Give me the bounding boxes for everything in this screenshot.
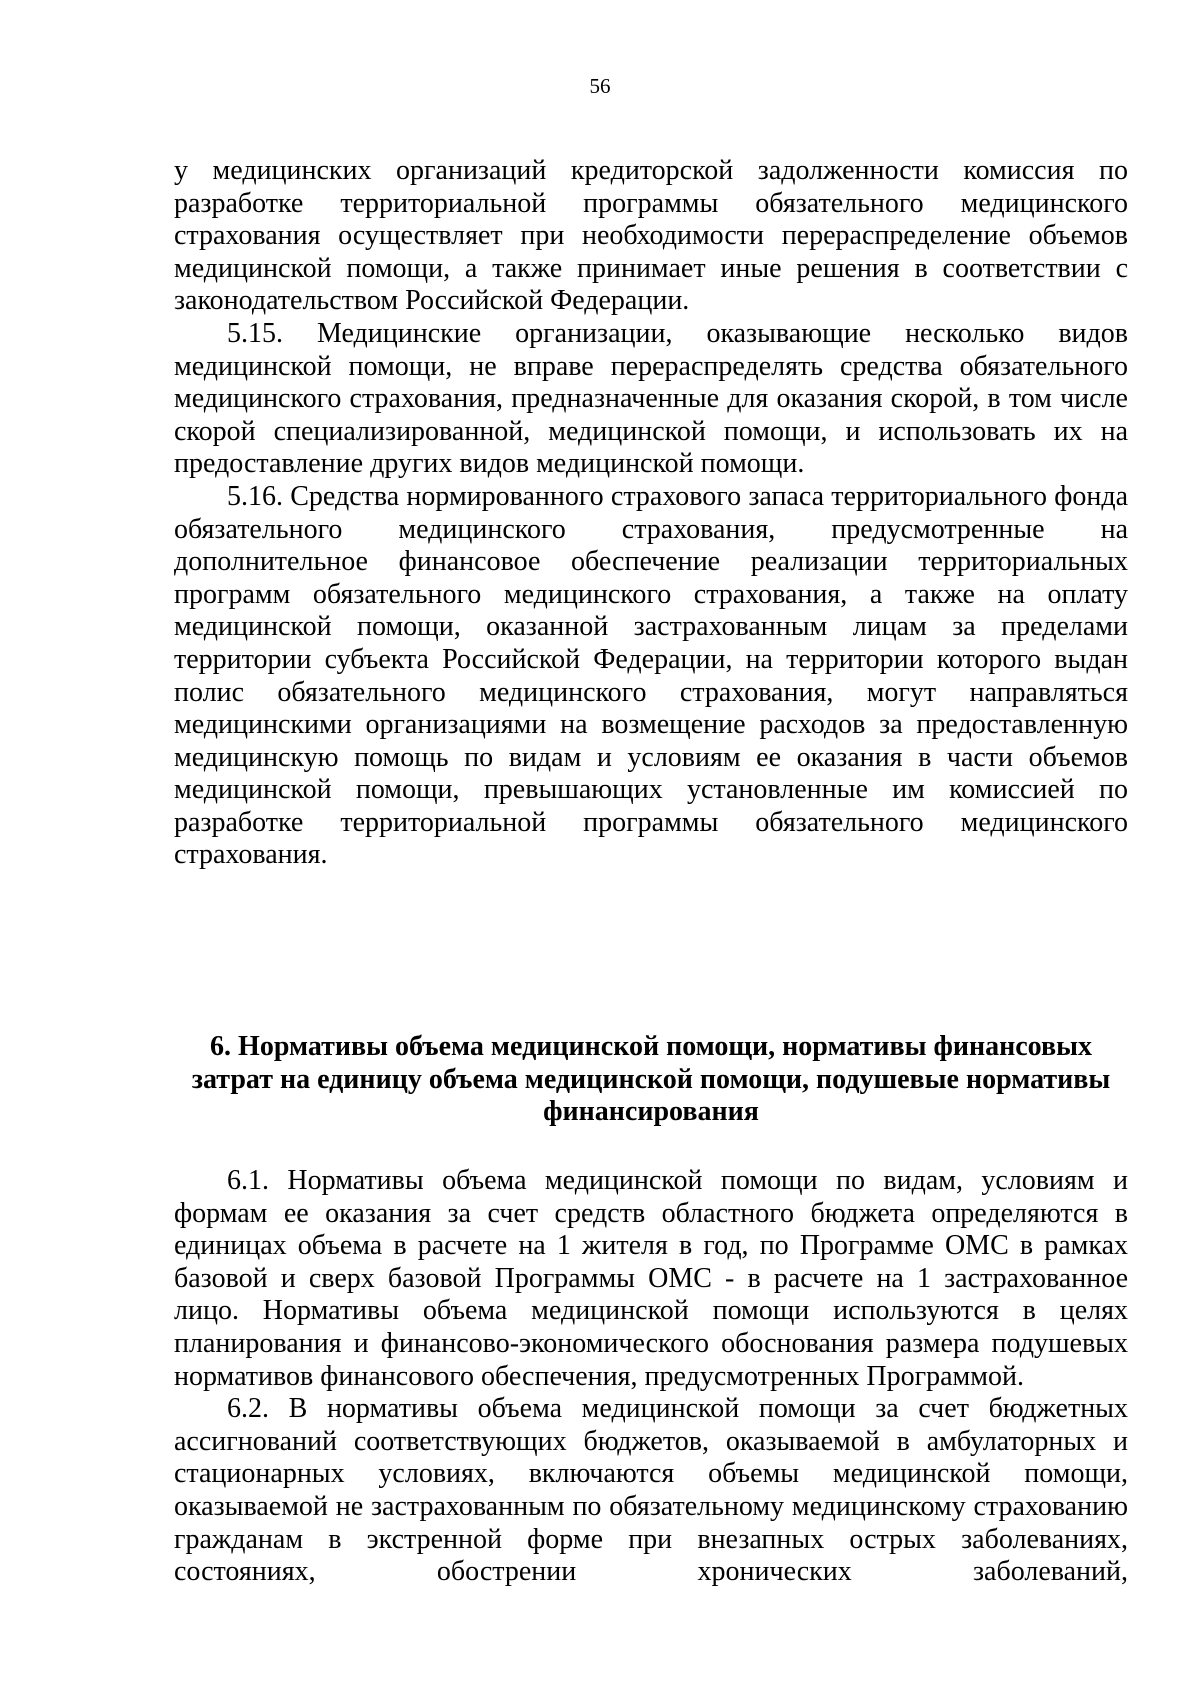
page-number: 56 (589, 74, 611, 98)
text-block-section-6 (174, 1165, 1128, 1589)
paragraph-clause-5-16: 5.16. Средства нормированного страхового запаса территориального фонда обязательного медицинского страхования, предусмотренные на дополнительное финансовое обеспечение реализации территориальных программ обязательного медицинского страхования, а также на оплату медицинской помощи, оказанной застрахованным лицам за пределами территории субъекта Российской Федерации, на территории которого выдан полис обязательного медицинского страхования, могут направляться медицинскими организациями на возмещение расходов за предоставленную медицинскую помощь по видам и условиям ее оказания в части объемов медицинской помощи, превышающих установленные им комиссией по разработке территориальной программы обязательного медицинского страхования. (174, 480, 1128, 871)
paragraph-clause-6-1: 6.1. Нормативы объема медицинской помощи по видам, условиям и формам ее оказания за счет средств областного бюджета определяются в единицах объема в расчете на 1 жителя в год, по Программе ОМС в рамках базовой и сверх базовой Программы ОМС - в расчете на 1 застрахованное лицо. Нормативы объема медицинской помощи используются в целях планирования и финансово-экономического обоснования размера подушевых нормативов финансового обеспечения, предусмотренных Программой. (174, 1165, 1128, 1392)
paragraph-clause-6-2: 6.2. В нормативы объема медицинской помощи за счет бюджетных ассигнований соответствующих бюджетов, оказываемой в амбулаторных и стационарных условиях, включаются объемы медицинской помощи, оказываемой не застрахованным по обязательному медицинскому страхованию гражданам в экстренной форме при внезапных острых заболеваниях, состояниях, обострении хронических заболеваний, (174, 1393, 1128, 1588)
section-6-heading: 6. Нормативы объема медицинской помощи, нормативы финансовых затрат на единицу объема медицинской помощи, подушевые нормативы финансирования (191, 1031, 1111, 1128)
paragraph-continuation: у медицинских организаций кредиторской задолженности комиссия по разработке территориальной программы обязательного медицинского страхования осуществляет при необходимости перераспределение объемов медицинской помощи, а также принимает иные решения в соответствии с законодательством Российской Федерации. (174, 155, 1128, 317)
text-block-section-5 (174, 155, 1128, 872)
paragraph-clause-5-15: 5.15. Медицинские организации, оказывающие несколько видов медицинской помощи, не вправе перераспределять средства обязательного медицинского страхования, предназначенные для оказания скорой, в том числе скорой специализированной, медицинской помощи, и использовать их на предоставление других видов медицинской помощи. (174, 317, 1128, 480)
